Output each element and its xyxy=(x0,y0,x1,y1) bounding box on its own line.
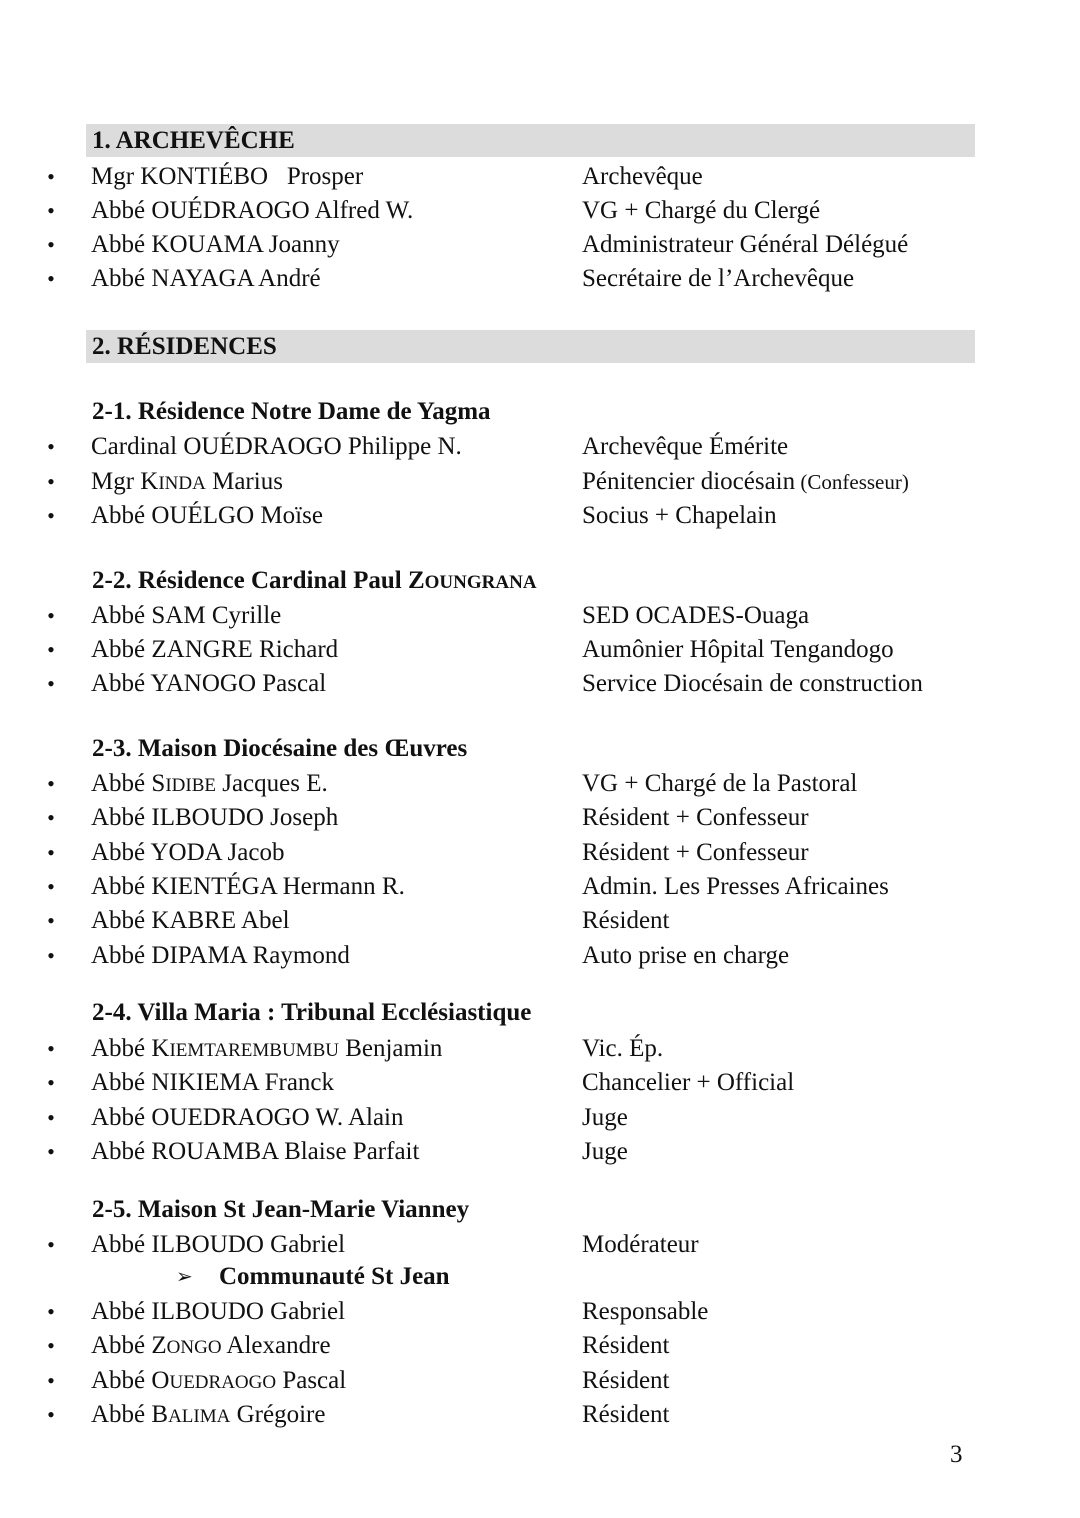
subsection-title: 2-3. Maison Diocésaine des Œuvres xyxy=(92,735,468,762)
person-role: Résident xyxy=(582,1332,670,1359)
person-role: Résident xyxy=(582,1401,670,1428)
bullet-icon: • xyxy=(47,874,55,899)
person-name: Abbé KABRE Abel xyxy=(91,907,290,934)
person-role: VG + Chargé du Clergé xyxy=(582,197,821,224)
person-name: Abbé OUÉLGO Moïse xyxy=(91,502,323,529)
person-role: Résident + Confesseur xyxy=(582,804,809,831)
person-role: SED OCADES-Ouaga xyxy=(582,602,810,629)
bullet-icon: • xyxy=(47,503,55,528)
person-name: Abbé KIENTÉGA Hermann R. xyxy=(91,873,405,900)
list-item xyxy=(0,767,1080,801)
subsection-title: 2-1. Résidence Notre Dame de Yagma xyxy=(92,398,491,425)
person-name: Abbé DIPAMA Raymond xyxy=(91,942,350,969)
person-role: Secrétaire de l’Archevêque xyxy=(582,265,855,292)
bullet-icon: • xyxy=(47,164,55,189)
person-name: Abbé NAYAGA André xyxy=(91,265,321,292)
list-item xyxy=(0,667,1080,701)
list-item xyxy=(0,430,1080,464)
list-item xyxy=(0,904,1080,938)
list-item xyxy=(0,1135,1080,1169)
list-item xyxy=(0,1364,1080,1398)
person-role: Juge xyxy=(582,1104,628,1131)
list-item xyxy=(0,1329,1080,1363)
person-name: Abbé SAM Cyrille xyxy=(91,602,282,629)
person-role: Juge xyxy=(582,1138,628,1165)
list-item xyxy=(0,1032,1080,1066)
community-title: Communauté St Jean xyxy=(219,1263,450,1290)
list-item xyxy=(0,160,1080,194)
person-name: Abbé ILBOUDO Gabriel xyxy=(91,1231,346,1258)
list-item xyxy=(0,939,1080,973)
bullet-icon: • xyxy=(47,908,55,933)
list-item xyxy=(0,599,1080,633)
person-role: Admin. Les Presses Africaines xyxy=(582,873,889,900)
person-name: Abbé BALIMA Grégoire xyxy=(91,1401,326,1428)
community-heading xyxy=(0,1261,1080,1293)
bullet-icon: • xyxy=(47,671,55,696)
list-item xyxy=(0,465,1080,499)
bullet-icon: • xyxy=(47,603,55,628)
bullet-icon: • xyxy=(47,943,55,968)
person-role: Résident + Confesseur xyxy=(582,839,809,866)
list-item xyxy=(0,1295,1080,1329)
person-role: Archevêque xyxy=(582,163,703,190)
person-role: Chancelier + Official xyxy=(582,1069,795,1096)
person-role: Responsable xyxy=(582,1298,709,1325)
person-role: Service Diocésain de construction xyxy=(582,670,923,697)
person-name: Abbé YANOGO Pascal xyxy=(91,670,327,697)
arrow-bullet-icon: ➢ xyxy=(176,1266,193,1288)
bullet-icon: • xyxy=(47,198,55,223)
bullet-icon: • xyxy=(47,1232,55,1257)
page-number: 3 xyxy=(950,1441,963,1468)
person-name: Abbé YODA Jacob xyxy=(91,839,285,866)
subsection-title: 2-2. Résidence Cardinal Paul ZOUNGRANA xyxy=(92,567,537,594)
list-item xyxy=(0,633,1080,667)
section-title-archeveche: 1. ARCHEVÊCHE xyxy=(92,127,295,154)
bullet-icon: • xyxy=(47,469,55,494)
person-name: Abbé ZANGRE Richard xyxy=(91,636,339,663)
bullet-icon: • xyxy=(47,434,55,459)
bullet-icon: • xyxy=(47,840,55,865)
list-item xyxy=(0,870,1080,904)
bullet-icon: • xyxy=(47,1070,55,1095)
list-item xyxy=(0,1066,1080,1100)
person-role: Aumônier Hôpital Tengandogo xyxy=(582,636,894,663)
person-role: Socius + Chapelain xyxy=(582,502,777,529)
list-item xyxy=(0,1228,1080,1262)
list-item xyxy=(0,262,1080,296)
list-item xyxy=(0,1101,1080,1135)
list-item xyxy=(0,499,1080,533)
person-role: Résident xyxy=(582,1367,670,1394)
person-role: Vic. Ép. xyxy=(582,1035,664,1062)
list-item xyxy=(0,194,1080,228)
person-name: Abbé ILBOUDO Gabriel xyxy=(91,1298,346,1325)
bullet-icon: • xyxy=(47,1036,55,1061)
bullet-icon: • xyxy=(47,1105,55,1130)
person-name: Abbé OUEDRAOGO W. Alain xyxy=(91,1104,404,1131)
person-role: Pénitencier diocésain (Confesseur) xyxy=(582,468,909,495)
subsection-title: 2-5. Maison St Jean-Marie Vianney xyxy=(92,1196,470,1223)
list-item xyxy=(0,836,1080,870)
person-name: Abbé ROUAMBA Blaise Parfait xyxy=(91,1138,420,1165)
person-role: Auto prise en charge xyxy=(582,942,790,969)
person-role: Résident xyxy=(582,907,670,934)
bullet-icon: • xyxy=(47,266,55,291)
person-name: Abbé NIKIEMA Franck xyxy=(91,1069,335,1096)
person-name: Abbé ILBOUDO Joseph xyxy=(91,804,339,831)
section-title-residences: 2. RÉSIDENCES xyxy=(92,333,277,360)
bullet-icon: • xyxy=(47,805,55,830)
list-item xyxy=(0,228,1080,262)
person-role: Modérateur xyxy=(582,1231,699,1258)
bullet-icon: • xyxy=(47,1299,55,1324)
person-role: VG + Chargé de la Pastoral xyxy=(582,770,858,797)
bullet-icon: • xyxy=(47,1368,55,1393)
person-name: Cardinal OUÉDRAOGO Philippe N. xyxy=(91,433,462,460)
person-role: Administrateur Général Délégué xyxy=(582,231,909,258)
bullet-icon: • xyxy=(47,232,55,257)
person-name: Abbé KOUAMA Joanny xyxy=(91,231,340,258)
bullet-icon: • xyxy=(47,1333,55,1358)
subsection-title: 2-4. Villa Maria : Tribunal Ecclésiastique xyxy=(92,999,532,1026)
bullet-icon: • xyxy=(47,771,55,796)
person-name: Mgr KONTIÉBO Prosper xyxy=(91,163,364,190)
list-item xyxy=(0,801,1080,835)
list-item xyxy=(0,1398,1080,1432)
person-name: Abbé OUEDRAOGO Pascal xyxy=(91,1367,347,1394)
person-name: Abbé SIDIBE Jacques E. xyxy=(91,770,328,797)
person-name: Abbé OUÉDRAOGO Alfred W. xyxy=(91,197,414,224)
person-name: Abbé ZONGO Alexandre xyxy=(91,1332,331,1359)
bullet-icon: • xyxy=(47,637,55,662)
person-name: Abbé KIEMTAREMBUMBU Benjamin xyxy=(91,1035,443,1062)
person-role: Archevêque Émérite xyxy=(582,433,789,460)
person-name: Mgr KINDA Marius xyxy=(91,468,283,495)
bullet-icon: • xyxy=(47,1402,55,1427)
bullet-icon: • xyxy=(47,1139,55,1164)
